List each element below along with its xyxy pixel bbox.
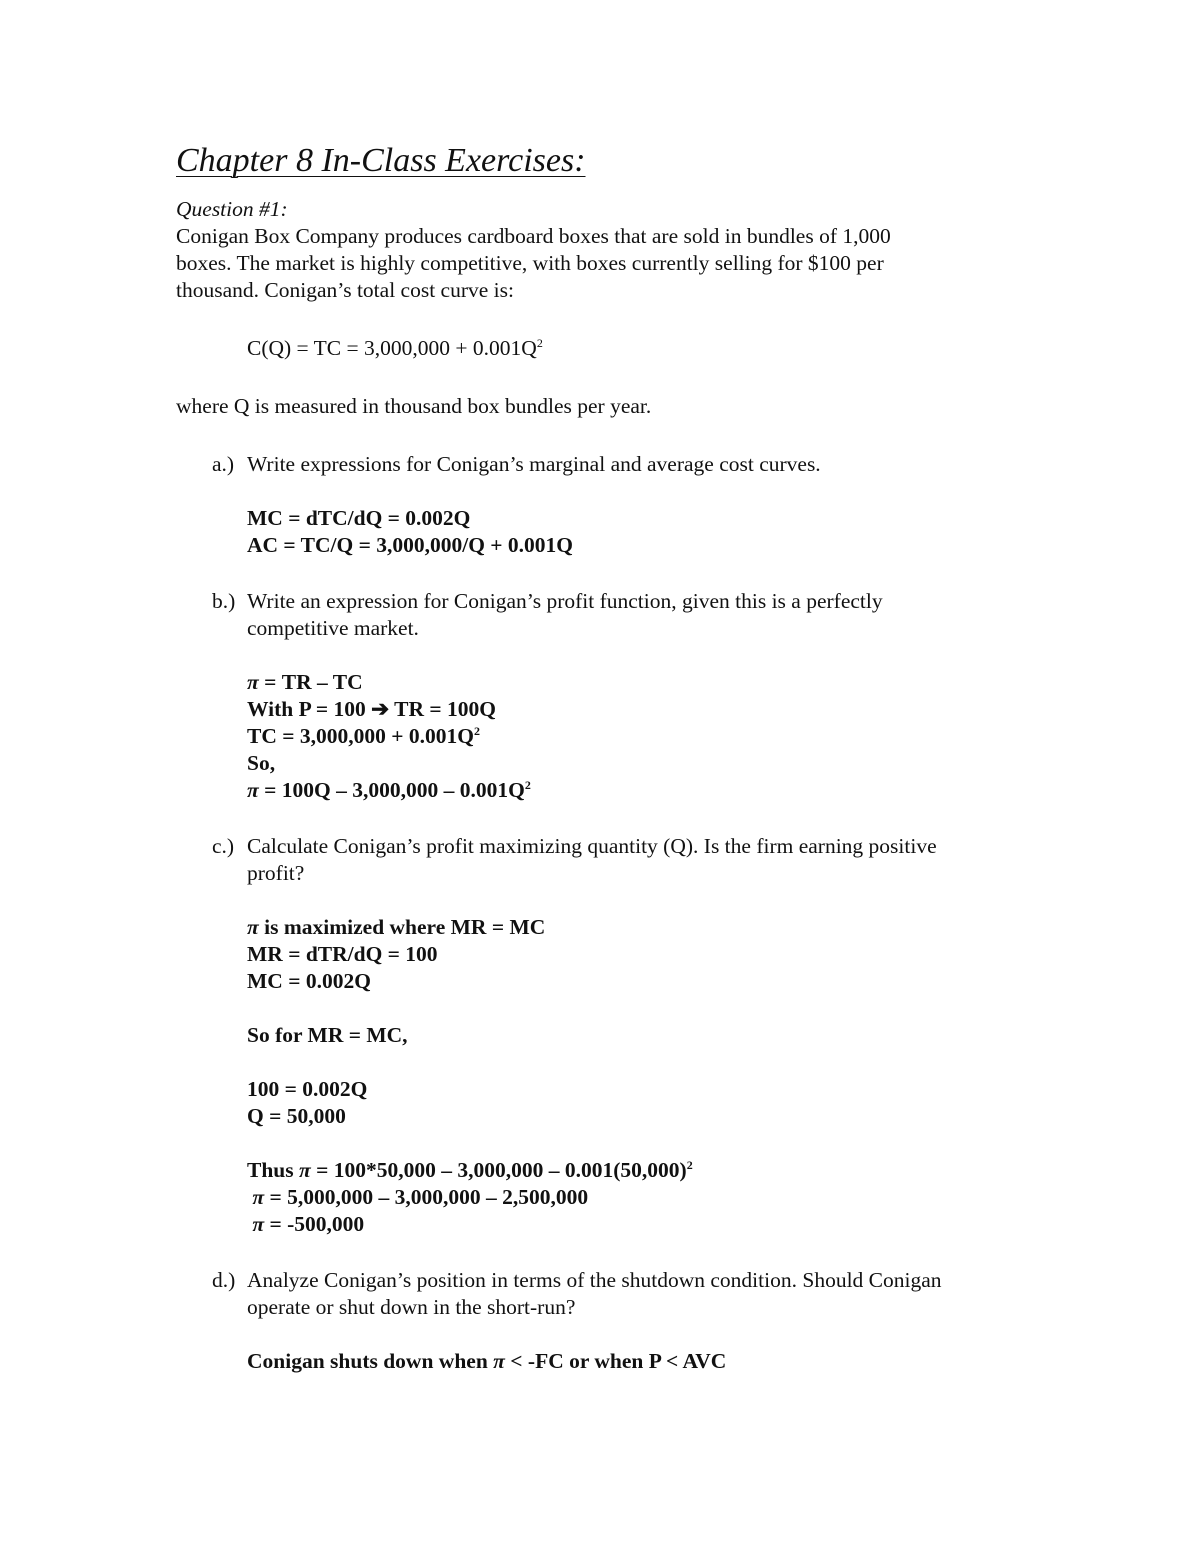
part-c-answer-3: MC = 0.002Q xyxy=(247,969,371,993)
part-b-marker: b.) xyxy=(212,589,236,613)
part-a-answer-ac: AC = TC/Q = 3,000,000/Q + 0.001Q xyxy=(247,533,574,557)
part-a xyxy=(176,451,1076,559)
part-a-marker: a.) xyxy=(212,452,235,476)
part-b-answer-5: $\pi = 100Q - 3,000,000 - 0.001Q^2$ xyxy=(247,778,531,802)
document-page xyxy=(176,138,1076,1375)
part-c-answer-6: Q = 50,000 xyxy=(247,1104,346,1128)
intro-line-1: Conigan Box Company produces cardboard boxes that are sold in bundles of 1,000 xyxy=(176,224,891,248)
part-c-answer-2: MR = dTR/dQ = 100 xyxy=(247,942,438,966)
part-d xyxy=(176,1267,1076,1375)
pi-symbol: π xyxy=(247,670,259,694)
part-b-answer-3: TC = $3,000,000 + 0.001Q^2$ xyxy=(247,724,480,748)
intro-line-3: thousand. Conigan’s total cost curve is: xyxy=(176,278,514,302)
part-b-prompt-1: Write an expression for Conigan’s profit function, given this is a perfectly xyxy=(247,589,883,613)
part-c-prompt-2: profit? xyxy=(247,861,305,885)
pi-symbol: π xyxy=(252,1212,265,1236)
part-c xyxy=(176,833,1076,1238)
part-b-prompt-2: competitive market. xyxy=(247,616,419,640)
pi-symbol: π xyxy=(493,1349,505,1373)
part-c-answer-5: 100 = 0.002Q xyxy=(247,1077,368,1101)
part-c-answer-4: So for MR = MC, xyxy=(247,1023,408,1047)
where-text: where Q is measured in thousand box bundles per year. xyxy=(176,394,652,418)
intro-line-2: boxes. The market is highly competitive, with boxes currently selling for $100 per xyxy=(176,251,884,275)
part-a-prompt: Write expressions for Conigan’s marginal and average cost curves. xyxy=(247,452,821,476)
pi-symbol: π xyxy=(252,1185,265,1209)
part-b-answer-1: π = TR – TC xyxy=(247,670,363,694)
part-c-marker: c.) xyxy=(212,834,235,858)
page-title: Chapter 8 In-Class Exercises: xyxy=(176,142,586,179)
arrow-icon: ➔ xyxy=(371,697,390,721)
part-b xyxy=(176,588,1076,804)
part-c-answer-8: π = 5,000,000 – 3,000,000 – 2,500,000 xyxy=(252,1185,589,1209)
part-d-prompt-2: operate or shut down in the short-run? xyxy=(247,1295,576,1319)
part-c-prompt-1: Calculate Conigan’s profit maximizing quantity (Q). Is the firm earning positive xyxy=(247,834,937,858)
part-a-answer-mc: MC = dTC/dQ = 0.002Q xyxy=(247,506,471,530)
part-c-answer-1: π is maximized where MR = MC xyxy=(247,915,546,939)
part-b-answer-4: So, xyxy=(247,751,276,775)
part-b-answer-2: With P = 100 ➔ TR = 100Q xyxy=(247,697,496,721)
pi-symbol: π xyxy=(299,1158,311,1182)
question-label: Question #1: xyxy=(176,197,288,221)
pi-symbol: π xyxy=(247,915,259,939)
part-d-marker: d.) xyxy=(212,1268,236,1292)
pi-symbol: π xyxy=(247,778,259,802)
part-c-answer-9: π = -500,000 xyxy=(252,1212,365,1236)
cost-equation: C(Q) = TC = $3,000,000 + 0.001Q^2$ xyxy=(247,336,543,360)
part-d-prompt-1: Analyze Conigan’s position in terms of the shutdown condition. Should Conigan xyxy=(247,1268,942,1292)
part-d-answer-1: Conigan shuts down when π < -FC or when P < AVC xyxy=(247,1349,727,1373)
part-c-answer-7: Thus $\pi = 100*50,000 - 3,000,000 - 0.001(50,000)^2$ xyxy=(247,1158,693,1182)
